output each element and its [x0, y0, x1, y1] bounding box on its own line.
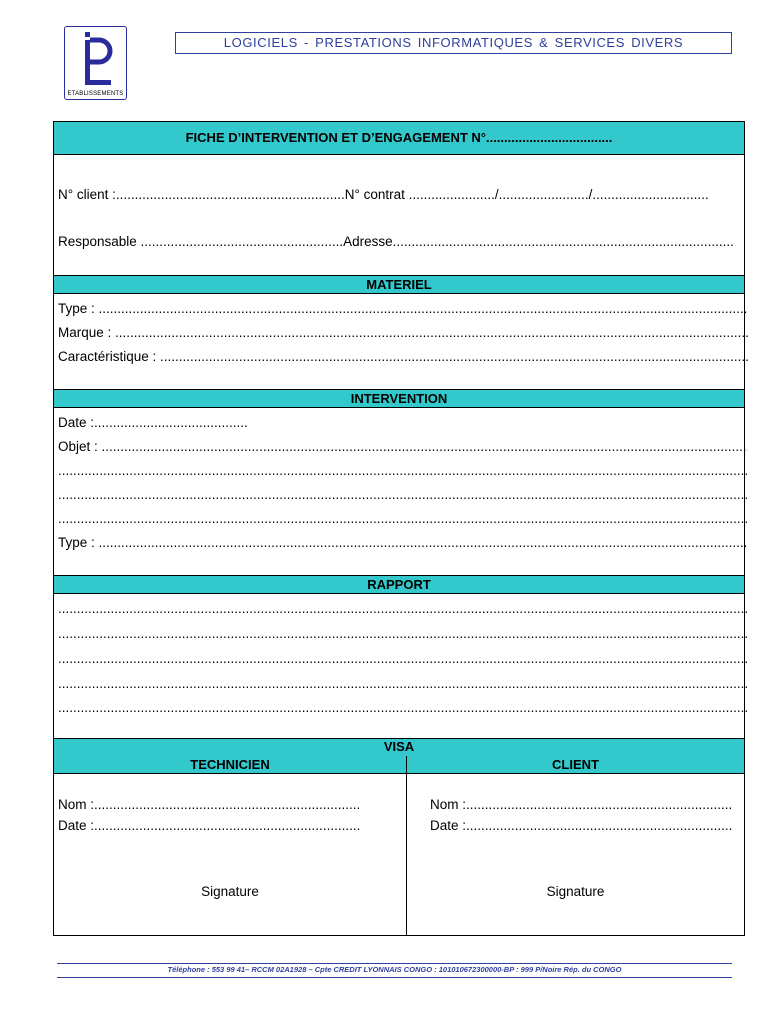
technicien-signature-label: Signature — [201, 884, 259, 899]
rapport-line — [58, 601, 748, 617]
form-title: FICHE D’INTERVENTION ET D’ENGAGEMENT N°................................... — [54, 122, 744, 155]
ip-monogram-icon — [65, 27, 128, 101]
intervention-date-field: Date :......................................... — [58, 415, 248, 430]
client-signature-label: Signature — [546, 884, 605, 899]
logo-caption: ETABLISSEMENTS — [67, 91, 124, 97]
technicien-date-field: Date :....................................................................... — [58, 818, 361, 833]
materiel-caracteristique-field: Caractéristique : ..... — [58, 349, 748, 365]
intervention-blank-line — [58, 511, 748, 527]
section-intervention: INTERVENTION — [54, 389, 744, 408]
intervention-form — [53, 121, 745, 936]
materiel-type-field: Type : ..... — [58, 301, 748, 317]
rapport-line — [58, 626, 748, 642]
company-logo — [64, 26, 127, 100]
technicien-nom-field: Nom :....................................................................... — [58, 797, 361, 812]
visa-client-header: CLIENT — [407, 756, 744, 774]
intervention-objet-field: Objet : ..... — [58, 439, 748, 455]
intervention-type-field: Type : ..... — [58, 535, 748, 551]
footer-contact-info: Téléphone : 553 99 41– RCCM 02A1928 – Cpte CREDIT LYONNAIS CONGO : 101010672300000-BP : 999 P/Noire Rép. du CONGO — [167, 965, 622, 974]
intervention-blank-line — [58, 487, 748, 503]
section-visa: VISA — [54, 738, 744, 757]
footer-rule-top — [57, 963, 732, 964]
visa-technicien-header: TECHNICIEN — [54, 756, 406, 774]
client-line: N° client :.............................................................N° contrat ......................./......................../............................... — [58, 187, 709, 202]
materiel-marque-field: Marque : ..... — [58, 325, 748, 341]
intervention-blank-line — [58, 463, 748, 479]
section-rapport: RAPPORT — [54, 575, 744, 594]
section-materiel: MATERIEL — [54, 275, 744, 294]
client-date-field: Date :....................................................................... — [430, 818, 733, 833]
client-nom-field: Nom :....................................................................... — [430, 797, 733, 812]
rapport-line — [58, 676, 748, 692]
header-banner: LOGICIELS - PRESTATIONS INFORMATIQUES & SERVICES DIVERS — [175, 32, 732, 54]
responsable-line: Responsable ......................................................Adresse........................................................................................... — [58, 234, 734, 249]
visa-divider — [406, 756, 407, 936]
rapport-line — [58, 700, 748, 716]
rapport-line — [58, 651, 748, 667]
footer-rule-bottom — [57, 977, 732, 978]
